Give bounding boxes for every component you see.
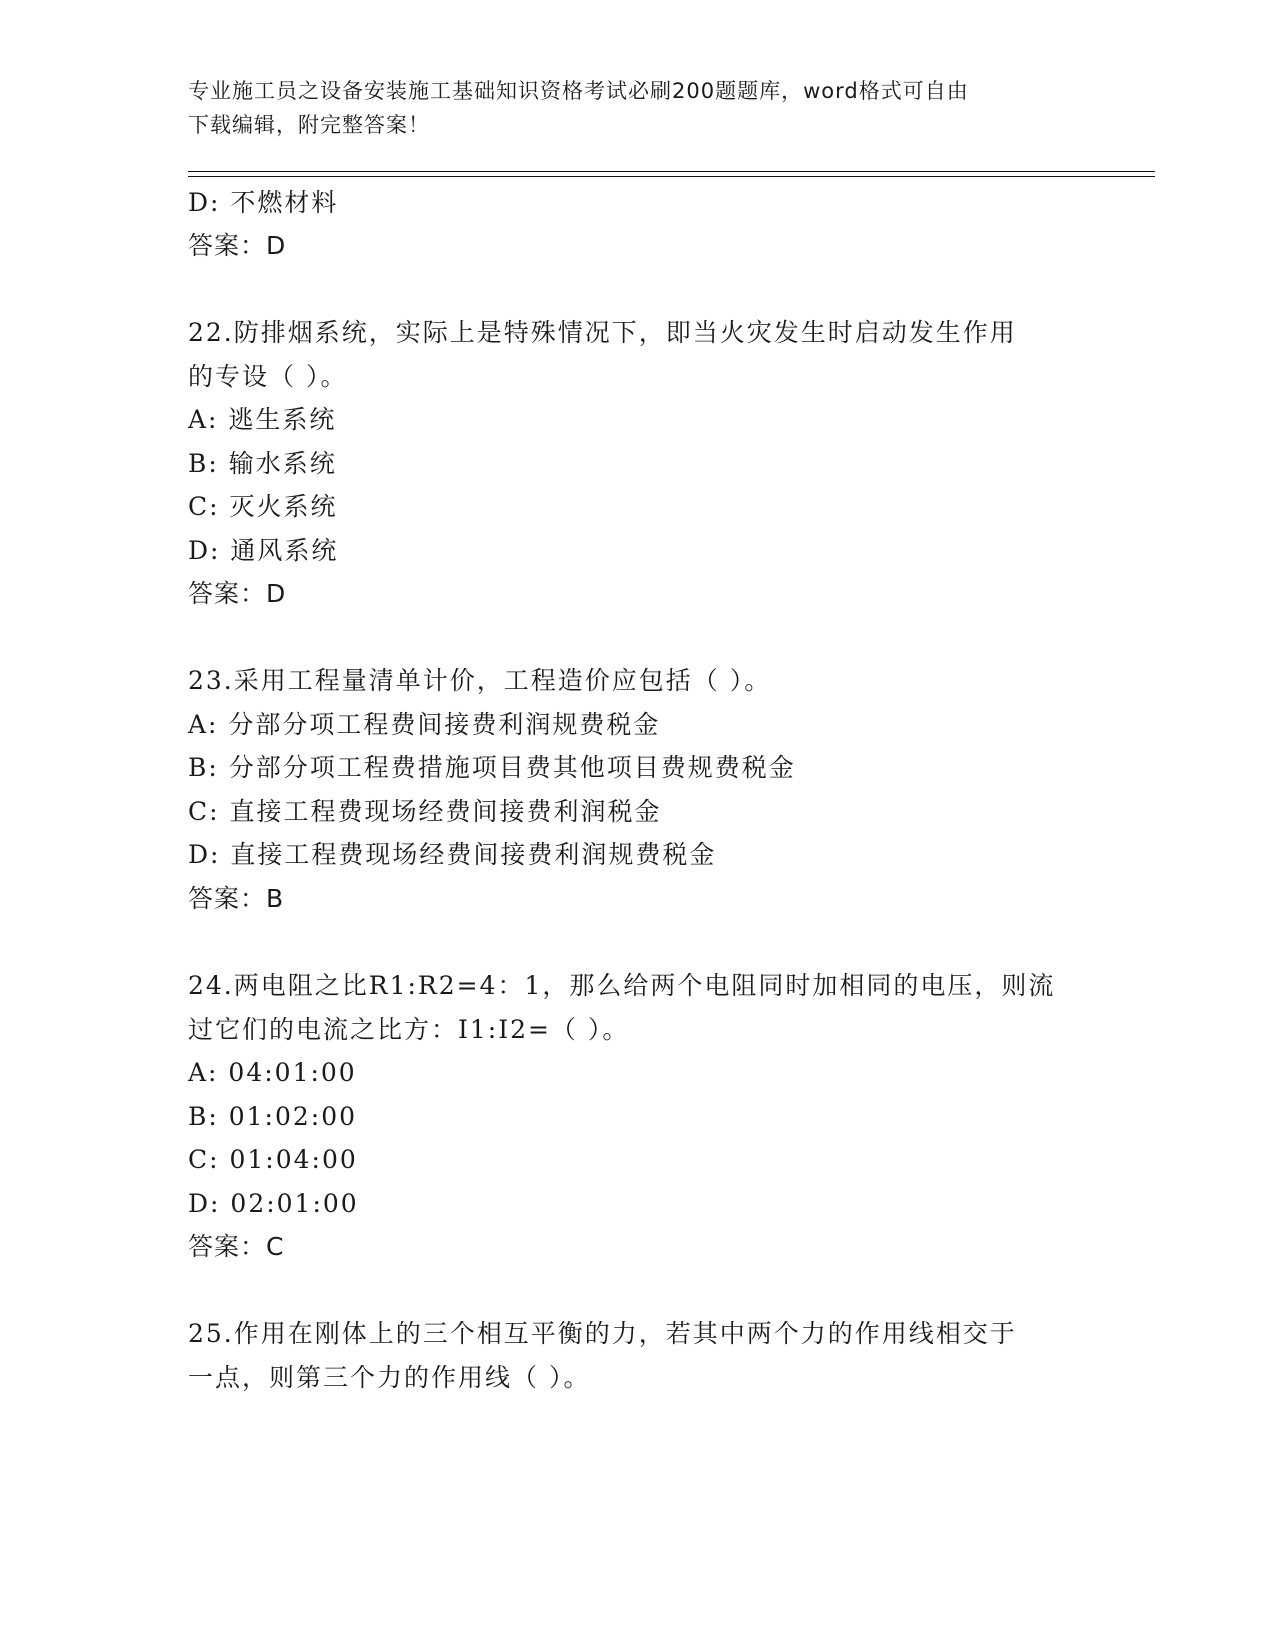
q21-answer: 答案：D (188, 231, 287, 260)
q23-answer: 答案：B (188, 884, 285, 913)
q22-stem-line-2: 的专设（ ）。 (188, 362, 348, 391)
q25-stem-line-1: 25.作用在刚体上的三个相互平衡的力，若其中两个力的作用线相交于 (188, 1319, 1017, 1348)
q24-stem-line-2: 过它们的电流之比方：I1:I2=（ ）。 (188, 1015, 630, 1044)
q22-option-d: D: 通风系统 (188, 536, 339, 565)
q23-option-d: D: 直接工程费现场经费间接费利润规费税金 (188, 840, 717, 869)
q23-option-a: A: 分部分项工程费间接费利润规费税金 (188, 710, 661, 739)
header-title-line-1: 专业施工员之设备安装施工基础知识资格考试必刷200题题库，word格式可自由 (188, 79, 969, 103)
q23-option-b: B: 分部分项工程费措施项目费其他项目费规费税金 (188, 753, 796, 782)
q25-stem-line-2: 一点，则第三个力的作用线（ ）。 (188, 1363, 591, 1392)
header-rule-top (188, 171, 1155, 172)
document-header (188, 74, 1088, 142)
q24-option-d: D: 02:01:00 (188, 1189, 359, 1218)
q24-stem-line-1: 24.两电阻之比R1:R2=4：1，那么给两个电阻同时加相同的电压，则流 (188, 971, 1056, 1000)
q22-stem-line-1: 22.防排烟系统，实际上是特殊情况下，即当火灾发生时启动发生作用 (188, 318, 1017, 347)
q22-answer: 答案：D (188, 579, 287, 608)
q23-option-c: C: 直接工程费现场经费间接费利润税金 (188, 797, 662, 826)
q23-stem-line-1: 23.采用工程量清单计价，工程造价应包括（ ）。 (188, 666, 772, 695)
q22-option-b: B: 输水系统 (188, 449, 337, 478)
q24-option-c: C: 01:04:00 (188, 1145, 358, 1174)
q21-option-d: D: 不燃材料 (188, 188, 339, 217)
q24-option-a: A: 04:01:00 (188, 1058, 357, 1087)
q22-option-a: A: 逃生系统 (188, 405, 337, 434)
q24-answer: 答案：C (188, 1232, 285, 1261)
q22-option-c: C: 灭火系统 (188, 492, 338, 521)
q24-option-b: B: 01:02:00 (188, 1102, 358, 1131)
header-rule-bottom (188, 176, 1155, 177)
header-title-line-2: 下载编辑，附完整答案！ (188, 113, 430, 137)
